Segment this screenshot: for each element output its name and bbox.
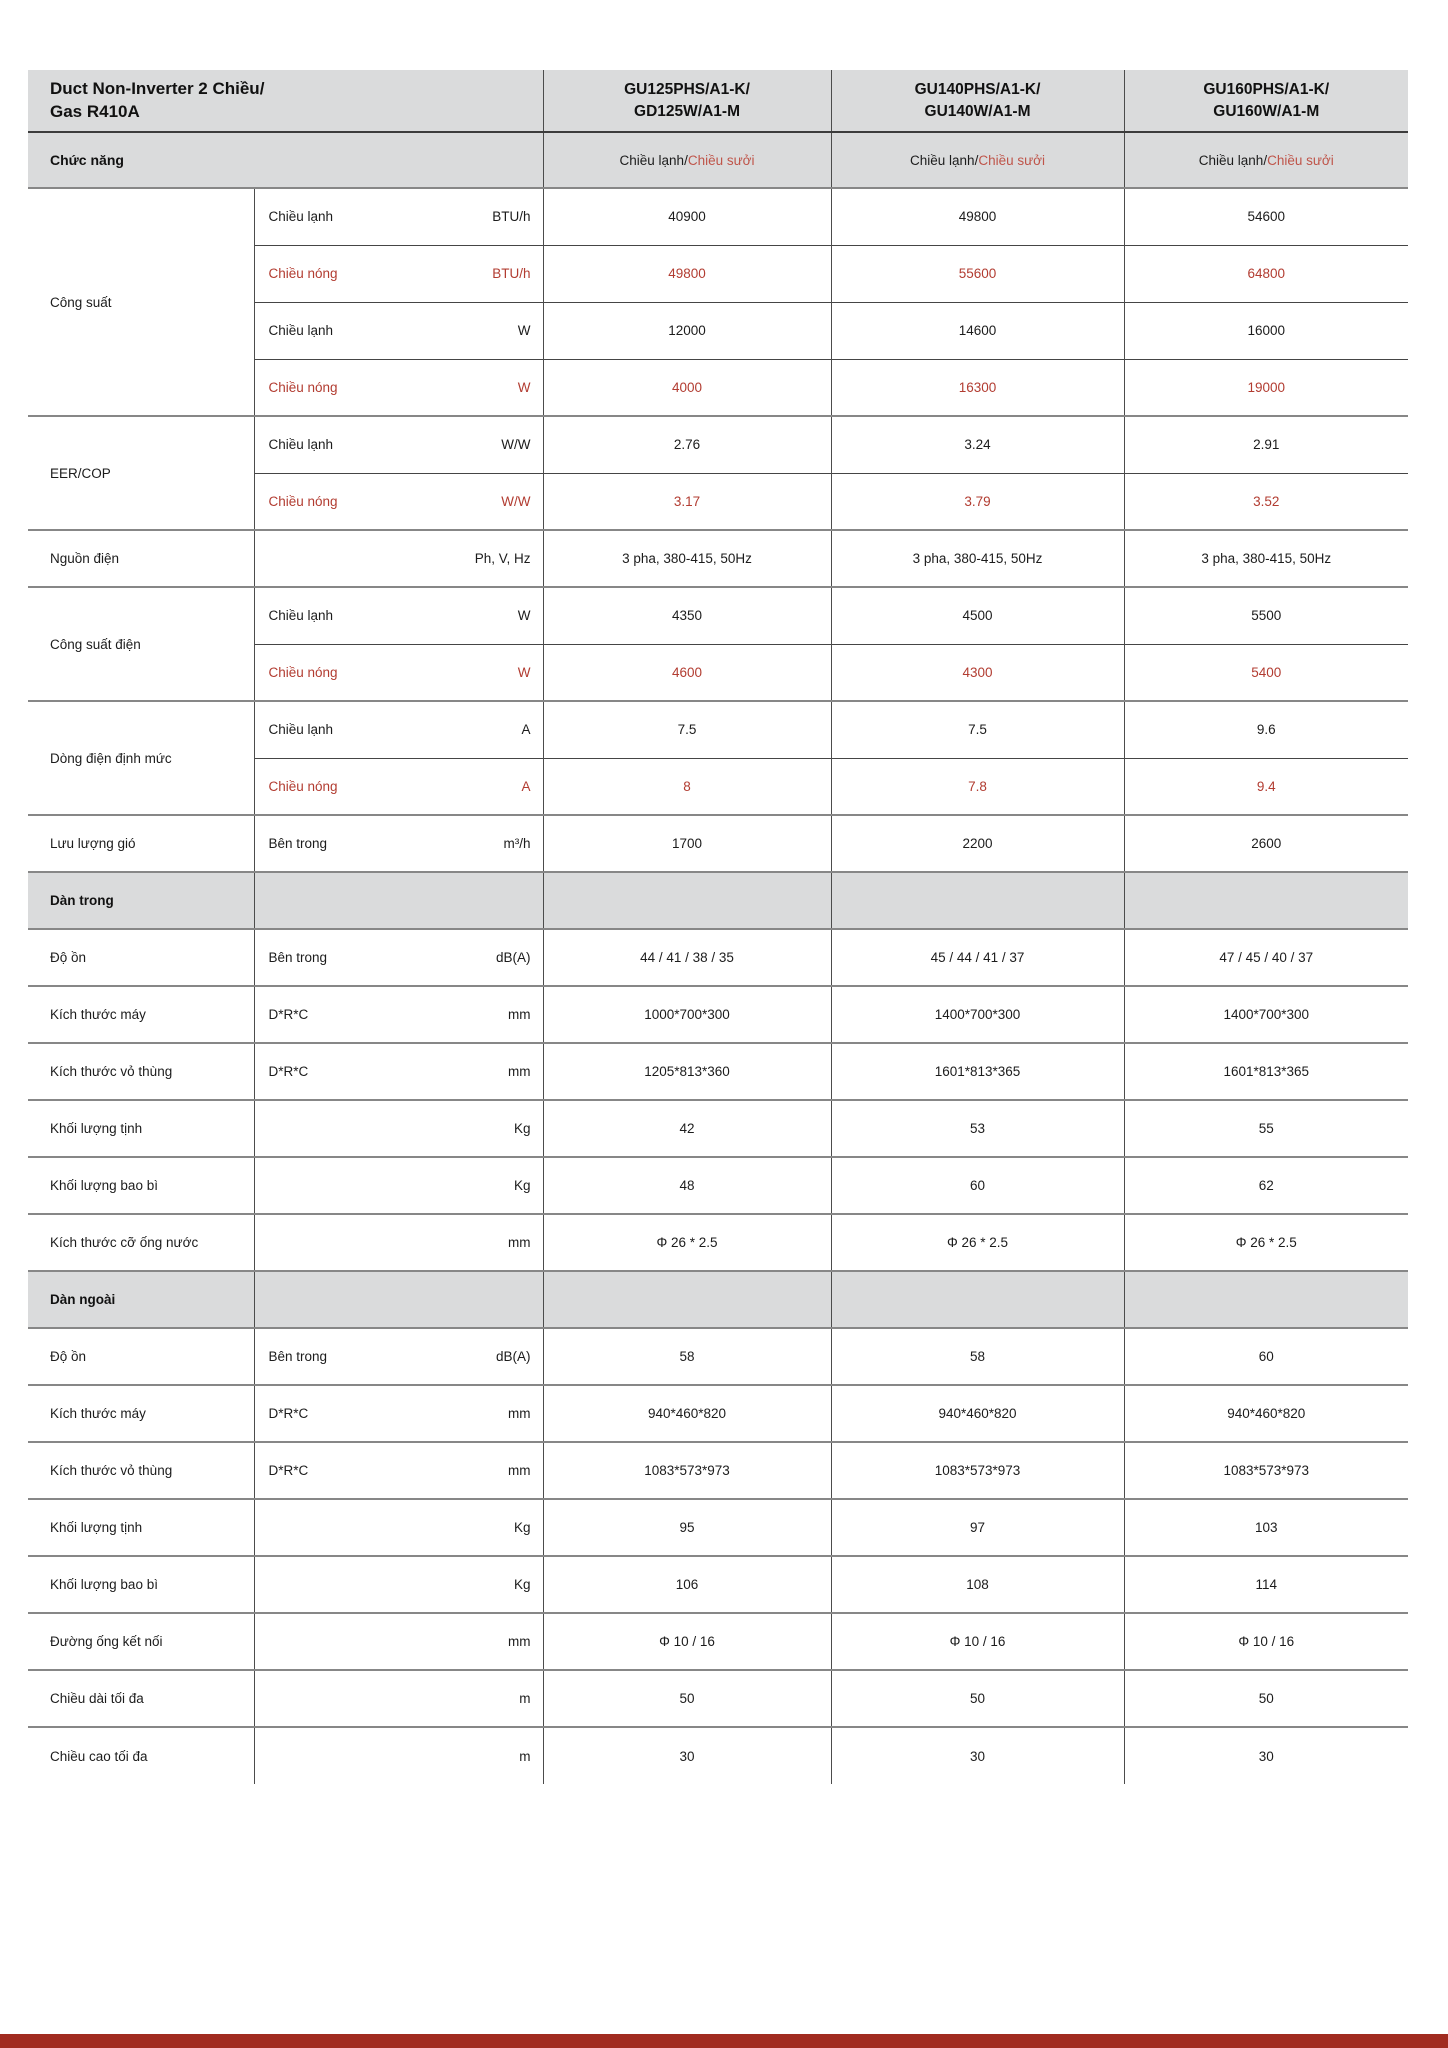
function-value-cell: [831, 132, 1124, 188]
unit-label: BTU/h: [492, 209, 531, 225]
footer-bar: [0, 2034, 1448, 2048]
value-cell: 1400*700*300: [1124, 986, 1408, 1043]
unit-label: W: [517, 608, 531, 624]
sub-unit-cell: [254, 530, 543, 587]
value-cell: 3 pha, 380-415, 50Hz: [831, 530, 1124, 587]
category-cell: Lưu lượng gió: [28, 815, 254, 872]
sub-unit-cell: [254, 1328, 543, 1385]
value-cell: Φ 10 / 16: [543, 1613, 831, 1670]
value-cell: 5400: [1124, 644, 1408, 701]
value-cell: 30: [543, 1727, 831, 1784]
value-cell: 4350: [543, 587, 831, 644]
spec-row: [28, 986, 1408, 1043]
function-heat-label: Chiều sưởi: [1267, 152, 1334, 168]
unit-label: dB(A): [496, 1349, 531, 1364]
sub-label: Chiều nóng: [268, 266, 338, 281]
category-cell: Đường ống kết nối: [28, 1613, 254, 1670]
value-cell: Φ 26 * 2.5: [1124, 1214, 1408, 1271]
sub-unit-cell: [254, 815, 543, 872]
value-cell: 62: [1124, 1157, 1408, 1214]
sub-unit-cell: [254, 587, 543, 644]
value-cell: 58: [543, 1328, 831, 1385]
value-cell: 4600: [543, 644, 831, 701]
sub-label: D*R*C: [268, 1007, 309, 1022]
value-cell: 2.76: [543, 416, 831, 473]
value-cell: 4000: [543, 359, 831, 416]
product-column-header-1: [543, 70, 831, 132]
value-cell: 940*460*820: [831, 1385, 1124, 1442]
sub-label: Chiều nóng: [268, 664, 338, 680]
unit-label: m³/h: [503, 836, 531, 851]
unit-label: Kg: [514, 1178, 531, 1193]
category-cell: Khối lượng tịnh: [28, 1100, 254, 1157]
sub-label: Chiều lạnh: [268, 323, 334, 338]
unit-label: m: [519, 1748, 531, 1764]
sub-label: Bên trong: [268, 836, 328, 851]
product-column-header-3: [1124, 70, 1408, 132]
unit-label: dB(A): [496, 950, 531, 965]
sub-label: Chiều lạnh: [268, 437, 334, 453]
function-heat-label: Chiều sưởi: [978, 152, 1045, 168]
value-cell: 47 / 45 / 40 / 37: [1124, 929, 1408, 986]
product-column-header-2: [831, 70, 1124, 132]
spec-row: [28, 188, 1408, 245]
value-cell: 940*460*820: [543, 1385, 831, 1442]
category-cell: Nguồn điện: [28, 530, 254, 587]
value-cell: 9.6: [1124, 701, 1408, 758]
category-cell: Khối lượng tịnh: [28, 1499, 254, 1556]
value-cell: 1700: [543, 815, 831, 872]
value-cell: Φ 26 * 2.5: [543, 1214, 831, 1271]
unit-label: W/W: [501, 493, 531, 509]
unit-label: Ph, V, Hz: [474, 551, 531, 566]
sub-unit-cell: [254, 644, 543, 701]
unit-label: W/W: [501, 437, 531, 453]
unit-label: m: [519, 1691, 531, 1706]
function-row-label: Chức năng: [28, 132, 543, 188]
function-value-cell: [543, 132, 831, 188]
sub-unit-cell: [254, 302, 543, 359]
sub-unit-cell: [254, 473, 543, 530]
unit-label: mm: [508, 1634, 531, 1649]
product-header-row: [28, 70, 1408, 132]
value-cell: 7.5: [543, 701, 831, 758]
category-cell: Khối lượng bao bì: [28, 1556, 254, 1613]
product-name-line2: GU140W/A1-M: [924, 102, 1031, 120]
value-cell: 1083*573*973: [1124, 1442, 1408, 1499]
spec-row: [28, 1385, 1408, 1442]
sub-label: D*R*C: [268, 1064, 309, 1079]
value-cell: 16000: [1124, 302, 1408, 359]
sub-unit-cell: [254, 1214, 543, 1271]
sub-unit-cell: [254, 416, 543, 473]
category-cell: Khối lượng bao bì: [28, 1157, 254, 1214]
value-cell: 114: [1124, 1556, 1408, 1613]
unit-label: W: [517, 664, 531, 680]
spec-row: [28, 1670, 1408, 1727]
sub-unit-cell: [254, 1043, 543, 1100]
spec-row: [28, 530, 1408, 587]
function-heat-label: Chiều sưởi: [687, 152, 755, 168]
value-cell: 1083*573*973: [831, 1442, 1124, 1499]
value-cell: 97: [831, 1499, 1124, 1556]
unit-label: mm: [508, 1007, 531, 1022]
product-name-line1: GU160PHS/A1-K/: [1203, 80, 1330, 98]
spec-row: [28, 815, 1408, 872]
value-cell: 940*460*820: [1124, 1385, 1408, 1442]
sub-label: Chiều nóng: [268, 493, 338, 509]
table-title-line1: Duct Non-Inverter 2 Chiều/: [50, 78, 265, 98]
spec-row: [28, 1727, 1408, 1784]
section-label: Dàn ngoài: [28, 1271, 254, 1328]
category-cell: EER/COP: [28, 416, 254, 530]
value-cell: 60: [831, 1157, 1124, 1214]
value-cell: 49800: [543, 245, 831, 302]
value-cell: 7.5: [831, 701, 1124, 758]
category-cell: Công suất: [28, 188, 254, 416]
spec-row: [28, 1328, 1408, 1385]
value-cell: 14600: [831, 302, 1124, 359]
unit-label: W: [517, 379, 531, 395]
value-cell: 54600: [1124, 188, 1408, 245]
value-cell: 2200: [831, 815, 1124, 872]
category-cell: Kích thước cỡ ống nước: [28, 1214, 254, 1271]
category-cell: Kích thước vỏ thùng: [28, 1442, 254, 1499]
sub-unit-cell: [254, 1100, 543, 1157]
value-cell: 103: [1124, 1499, 1408, 1556]
value-cell: 1000*700*300: [543, 986, 831, 1043]
spec-row: [28, 1214, 1408, 1271]
section-empty-cell: [1124, 872, 1408, 929]
function-row: [28, 132, 1408, 188]
unit-label: Kg: [514, 1520, 531, 1535]
section-label: Dàn trong: [28, 872, 254, 929]
section-empty-cell: [543, 872, 831, 929]
spec-row: [28, 1499, 1408, 1556]
unit-label: mm: [508, 1235, 531, 1250]
sub-unit-cell: [254, 245, 543, 302]
section-empty-cell: [254, 872, 543, 929]
category-cell: Dòng điện định mức: [28, 701, 254, 815]
spec-row: [28, 1442, 1408, 1499]
sub-label: Bên trong: [268, 1349, 328, 1364]
section-empty-cell: [831, 1271, 1124, 1328]
spec-row: [28, 587, 1408, 644]
spec-row: [28, 701, 1408, 758]
unit-label: Kg: [514, 1577, 531, 1592]
sub-label: D*R*C: [268, 1406, 309, 1421]
value-cell: 40900: [543, 188, 831, 245]
sub-unit-cell: [254, 758, 543, 815]
spec-row: [28, 1157, 1408, 1214]
sub-unit-cell: [254, 359, 543, 416]
unit-label: mm: [508, 1463, 531, 1478]
value-cell: 106: [543, 1556, 831, 1613]
value-cell: 50: [543, 1670, 831, 1727]
value-cell: 1601*813*365: [1124, 1043, 1408, 1100]
section-empty-cell: [543, 1271, 831, 1328]
category-cell: Chiều dài tối đa: [28, 1670, 254, 1727]
category-cell: Kích thước máy: [28, 986, 254, 1043]
value-cell: 16300: [831, 359, 1124, 416]
value-cell: 2600: [1124, 815, 1408, 872]
spec-row: [28, 1556, 1408, 1613]
value-cell: 3.79: [831, 473, 1124, 530]
value-cell: 48: [543, 1157, 831, 1214]
spec-row: [28, 1100, 1408, 1157]
value-cell: 42: [543, 1100, 831, 1157]
sub-unit-cell: [254, 1613, 543, 1670]
value-cell: 3.24: [831, 416, 1124, 473]
value-cell: 55600: [831, 245, 1124, 302]
sub-unit-cell: [254, 929, 543, 986]
function-cool-label: Chiều lạnh/: [910, 152, 979, 168]
sub-unit-cell: [254, 1499, 543, 1556]
sub-unit-cell: [254, 188, 543, 245]
sub-unit-cell: [254, 701, 543, 758]
sub-label: Chiều lạnh: [268, 722, 334, 738]
product-name-line2: GU160W/A1-M: [1213, 102, 1320, 120]
category-cell: Kích thước máy: [28, 1385, 254, 1442]
sub-unit-cell: [254, 1385, 543, 1442]
value-cell: 7.8: [831, 758, 1124, 815]
category-cell: Độ ồn: [28, 929, 254, 986]
value-cell: 12000: [543, 302, 831, 359]
sub-label: D*R*C: [268, 1463, 309, 1478]
category-cell: Độ ồn: [28, 1328, 254, 1385]
value-cell: 4300: [831, 644, 1124, 701]
value-cell: 1601*813*365: [831, 1043, 1124, 1100]
unit-label: A: [521, 722, 531, 738]
value-cell: 2.91: [1124, 416, 1408, 473]
spec-row: [28, 416, 1408, 473]
value-cell: Φ 10 / 16: [1124, 1613, 1408, 1670]
sub-unit-cell: [254, 1157, 543, 1214]
sub-label: Chiều lạnh: [268, 608, 334, 624]
sub-label: Bên trong: [268, 950, 328, 965]
value-cell: 1205*813*360: [543, 1043, 831, 1100]
value-cell: 50: [1124, 1670, 1408, 1727]
unit-label: Kg: [514, 1121, 531, 1136]
sub-unit-cell: [254, 1670, 543, 1727]
value-cell: 108: [831, 1556, 1124, 1613]
value-cell: 9.4: [1124, 758, 1408, 815]
spec-row: [28, 929, 1408, 986]
unit-label: mm: [508, 1406, 531, 1421]
category-cell: Chiều cao tối đa: [28, 1727, 254, 1784]
sub-label: Chiều lạnh: [268, 209, 334, 225]
value-cell: 3.17: [543, 473, 831, 530]
spec-table-header: [28, 70, 1408, 188]
spec-table: [28, 70, 1408, 1784]
spec-table-body: [28, 188, 1408, 1784]
value-cell: 3 pha, 380-415, 50Hz: [543, 530, 831, 587]
value-cell: 4500: [831, 587, 1124, 644]
section-empty-cell: [831, 872, 1124, 929]
value-cell: 55: [1124, 1100, 1408, 1157]
table-title: [28, 70, 543, 132]
unit-label: BTU/h: [492, 266, 531, 281]
value-cell: 19000: [1124, 359, 1408, 416]
category-cell: Kích thước vỏ thùng: [28, 1043, 254, 1100]
value-cell: 95: [543, 1499, 831, 1556]
sub-unit-cell: [254, 1556, 543, 1613]
value-cell: 3.52: [1124, 473, 1408, 530]
value-cell: 1083*573*973: [543, 1442, 831, 1499]
value-cell: 45 / 44 / 41 / 37: [831, 929, 1124, 986]
product-name-line2: GD125W/A1-M: [634, 102, 740, 120]
value-cell: 44 / 41 / 38 / 35: [543, 929, 831, 986]
sub-unit-cell: [254, 1442, 543, 1499]
unit-label: W: [517, 323, 531, 338]
sub-label: Chiều nóng: [268, 778, 338, 794]
value-cell: 53: [831, 1100, 1124, 1157]
function-cool-label: Chiều lạnh/: [619, 152, 688, 168]
section-row: [28, 1271, 1408, 1328]
value-cell: 60: [1124, 1328, 1408, 1385]
value-cell: 58: [831, 1328, 1124, 1385]
value-cell: 50: [831, 1670, 1124, 1727]
value-cell: Φ 26 * 2.5: [831, 1214, 1124, 1271]
product-name-line1: GU125PHS/A1-K/: [624, 80, 750, 98]
value-cell: 8: [543, 758, 831, 815]
spec-row: [28, 1613, 1408, 1670]
value-cell: 30: [1124, 1727, 1408, 1784]
unit-label: A: [521, 778, 531, 794]
value-cell: 3 pha, 380-415, 50Hz: [1124, 530, 1408, 587]
table-title-line2: Gas R410A: [50, 101, 140, 121]
value-cell: 1400*700*300: [831, 986, 1124, 1043]
category-cell: Công suất điện: [28, 587, 254, 701]
section-row: [28, 872, 1408, 929]
sub-unit-cell: [254, 1727, 543, 1784]
product-name-line1: GU140PHS/A1-K/: [914, 80, 1041, 98]
function-cool-label: Chiều lạnh/: [1198, 152, 1268, 168]
unit-label: mm: [508, 1064, 531, 1079]
function-value-cell: [1124, 132, 1408, 188]
value-cell: 5500: [1124, 587, 1408, 644]
value-cell: 30: [831, 1727, 1124, 1784]
value-cell: Φ 10 / 16: [831, 1613, 1124, 1670]
section-empty-cell: [1124, 1271, 1408, 1328]
value-cell: 49800: [831, 188, 1124, 245]
spec-row: [28, 1043, 1408, 1100]
value-cell: 64800: [1124, 245, 1408, 302]
sub-unit-cell: [254, 986, 543, 1043]
section-empty-cell: [254, 1271, 543, 1328]
sub-label: Chiều nóng: [268, 379, 338, 395]
